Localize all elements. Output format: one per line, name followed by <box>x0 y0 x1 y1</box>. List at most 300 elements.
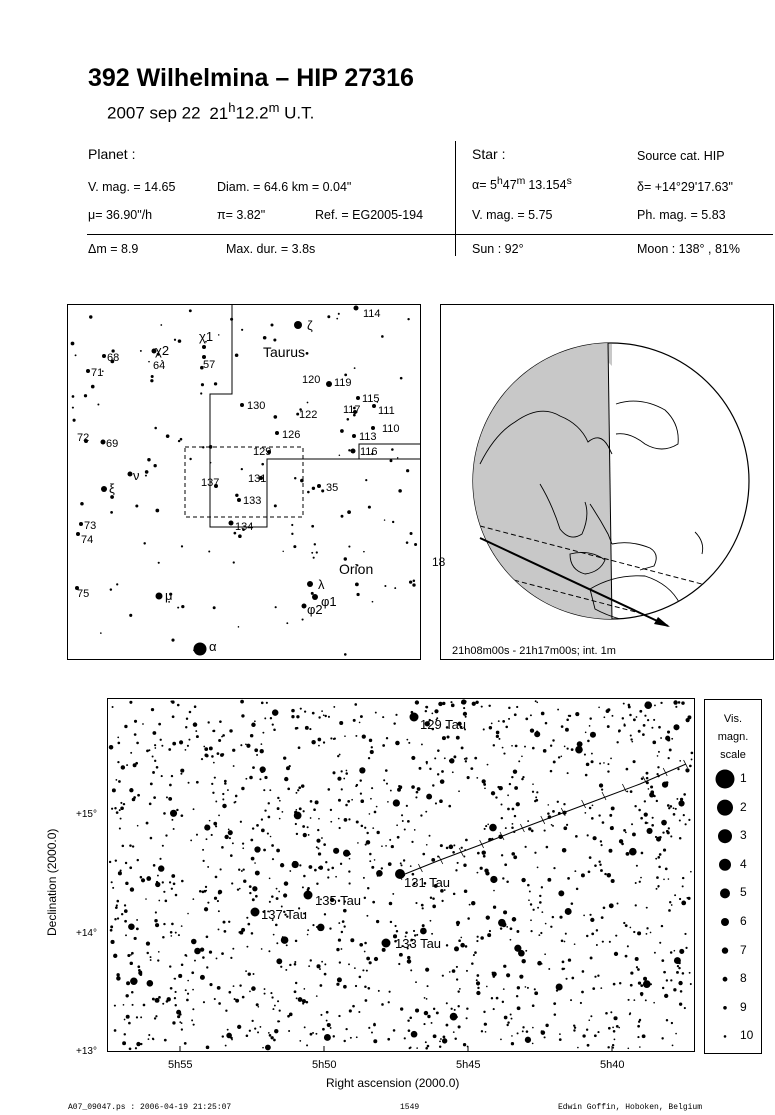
detail-star <box>668 827 670 829</box>
finder-star <box>129 614 132 617</box>
detail-star <box>633 718 636 721</box>
detail-star <box>232 842 234 844</box>
detail-star <box>193 722 198 727</box>
detail-star <box>419 767 422 770</box>
detail-star <box>256 754 258 756</box>
detail-star <box>326 1011 329 1014</box>
detail-star <box>511 852 515 856</box>
detail-star <box>222 1035 224 1037</box>
detail-star <box>251 857 255 861</box>
detail-star <box>487 764 489 766</box>
detail-star <box>411 785 415 789</box>
detail-star <box>221 952 224 955</box>
detail-star <box>129 844 132 847</box>
detail-star <box>673 807 675 809</box>
detail-star <box>502 747 504 749</box>
detail-star <box>427 985 429 987</box>
detail-star <box>632 833 636 837</box>
detail-star <box>609 814 612 817</box>
detail-star <box>209 983 212 986</box>
detail-star <box>447 736 450 739</box>
detail-star <box>327 869 329 871</box>
detail-star <box>524 746 526 748</box>
detail-star <box>232 749 235 752</box>
detail-star <box>671 738 673 740</box>
finder-star <box>384 585 386 587</box>
detail-star <box>189 711 192 714</box>
detail-star <box>679 898 681 900</box>
event-minute: 12.2 <box>235 103 269 123</box>
detail-star <box>264 988 266 990</box>
detail-star <box>683 814 685 816</box>
detail-star <box>196 834 198 836</box>
detail-star <box>364 827 366 829</box>
finder-star <box>241 468 243 470</box>
detail-star <box>369 739 372 742</box>
scale-dots-group <box>716 770 735 1038</box>
alpha-seconds: 13.154 <box>528 178 567 193</box>
detail-star <box>139 973 142 976</box>
detail-star <box>557 709 559 711</box>
detail-star <box>602 941 604 943</box>
detail-star <box>559 1033 561 1035</box>
detail-star <box>400 1007 403 1010</box>
detail-star <box>449 759 452 762</box>
detail-star <box>253 973 255 975</box>
detail-star <box>252 827 254 829</box>
detail-star <box>250 839 253 842</box>
detail-star <box>148 1038 150 1040</box>
detail-star <box>457 862 459 864</box>
detail-star <box>252 766 255 769</box>
detail-chart <box>40 696 700 1096</box>
detail-star <box>374 957 378 961</box>
detail-star <box>498 786 502 790</box>
detail-star <box>364 942 367 945</box>
detail-star <box>295 940 298 943</box>
detail-star <box>364 985 367 988</box>
detail-star <box>343 1040 345 1042</box>
detail-star <box>129 788 133 792</box>
detail-star <box>325 861 327 863</box>
detail-star <box>650 932 652 934</box>
detail-star <box>307 929 309 931</box>
detail-star <box>612 715 614 717</box>
detail-star <box>432 784 434 786</box>
detail-star <box>474 757 477 760</box>
detail-star <box>415 1008 419 1012</box>
detail-star <box>378 990 380 992</box>
detail-star <box>461 847 463 849</box>
detail-star <box>324 973 327 976</box>
detail-star <box>206 966 208 968</box>
detail-star <box>187 993 189 995</box>
detail-star <box>254 748 258 752</box>
detail-star <box>261 743 263 745</box>
detail-star <box>339 827 341 829</box>
detail-star <box>146 750 149 753</box>
detail-star <box>329 927 331 929</box>
finder-star <box>341 515 344 518</box>
detail-star <box>637 968 640 971</box>
detail-star <box>166 1000 169 1003</box>
detail-star <box>388 1001 390 1003</box>
detail-star <box>360 715 363 718</box>
detail-star <box>451 1008 453 1010</box>
detail-star <box>545 1024 548 1027</box>
scale-dot-9 <box>723 1006 727 1010</box>
detail-star <box>363 877 365 879</box>
detail-star <box>271 844 274 847</box>
detail-star <box>389 991 391 993</box>
detail-star <box>409 1016 412 1019</box>
detail-star <box>673 700 677 704</box>
detail-star <box>548 968 550 970</box>
detail-star <box>487 933 491 937</box>
finder-star <box>293 545 296 548</box>
detail-star <box>295 982 297 984</box>
detail-star <box>474 951 477 954</box>
scale-value-3: 3 <box>740 828 747 843</box>
finder-star <box>291 524 293 526</box>
detail-star <box>590 1015 592 1017</box>
detail-star <box>596 944 598 946</box>
detail-star <box>425 710 427 712</box>
detail-star <box>650 794 653 797</box>
detail-star <box>442 1038 447 1043</box>
detail-star <box>464 758 466 760</box>
detail-star <box>677 768 679 770</box>
detail-star <box>401 864 403 866</box>
detail-star <box>344 925 346 927</box>
detail-star <box>217 900 219 902</box>
detail-star <box>467 917 470 920</box>
detail-star <box>680 990 683 993</box>
detail-star <box>679 819 681 821</box>
detail-star <box>211 834 213 836</box>
detail-star <box>309 728 311 730</box>
detail-star <box>471 962 474 965</box>
detail-star <box>264 809 266 811</box>
finder-star-named <box>371 426 375 430</box>
detail-star <box>321 837 323 839</box>
detail-star <box>456 921 460 925</box>
detail-star <box>566 824 568 826</box>
detail-star <box>331 867 334 870</box>
detail-star <box>527 820 529 822</box>
detail-star <box>521 878 525 882</box>
detail-star <box>111 808 113 810</box>
label-chi2: χ2 <box>155 343 170 358</box>
detail-star <box>168 797 172 801</box>
detail-star <box>575 712 579 716</box>
detail-star <box>521 778 523 780</box>
label-nu: ν <box>133 468 140 483</box>
detail-star <box>209 820 211 822</box>
detail-star <box>237 1025 241 1029</box>
detail-star <box>273 728 276 731</box>
detail-star <box>552 825 554 827</box>
label-131-tau: 131 Tau <box>404 875 451 890</box>
detail-star <box>224 782 227 785</box>
detail-star <box>630 738 632 740</box>
detail-star <box>243 880 246 883</box>
detail-star <box>525 718 528 721</box>
detail-star <box>392 893 394 895</box>
path-tick <box>684 760 688 768</box>
detail-star <box>544 830 546 832</box>
detail-star <box>261 948 263 950</box>
detail-star <box>547 878 551 882</box>
detail-star <box>338 818 340 820</box>
detail-star <box>565 728 569 732</box>
finder-star <box>218 334 220 336</box>
label-zeta: ζ <box>307 318 313 333</box>
detail-star <box>476 979 478 981</box>
detail-star <box>637 1025 640 1028</box>
detail-star <box>143 1004 146 1007</box>
footer-file: A07_09047.ps : 2006-04-19 21:25:07 <box>68 1103 232 1112</box>
detail-star <box>200 975 205 980</box>
detail-star <box>571 977 574 980</box>
detail-star <box>116 976 120 980</box>
detail-star <box>477 872 479 874</box>
minute-unit: m <box>268 100 280 115</box>
detail-star <box>658 751 660 753</box>
detail-star <box>161 775 163 777</box>
finder-star <box>209 445 213 449</box>
alpha-label: α= <box>472 178 487 193</box>
detail-star <box>214 777 216 779</box>
scale-dot-6 <box>721 918 729 926</box>
detail-star <box>600 840 602 842</box>
detail-star <box>486 986 488 988</box>
detail-star <box>652 741 656 745</box>
detail-star <box>645 822 648 825</box>
detail-star <box>482 779 486 783</box>
detail-star <box>415 796 417 798</box>
detail-star <box>610 1011 612 1013</box>
detail-star <box>485 871 489 875</box>
detail-star <box>116 900 119 903</box>
detail-star <box>506 973 510 977</box>
detail-star <box>165 834 167 836</box>
finder-star <box>97 403 99 405</box>
detail-star <box>415 700 419 704</box>
detail-star <box>241 787 244 790</box>
detail-star <box>504 863 507 866</box>
detail-star <box>493 890 495 892</box>
detail-star <box>634 805 636 807</box>
detail-star <box>442 702 445 705</box>
detail-star <box>422 924 425 927</box>
detail-star <box>684 1007 686 1009</box>
detail-star <box>489 726 492 729</box>
finder-star <box>347 510 351 514</box>
detail-star <box>225 1010 227 1012</box>
detail-star <box>551 824 553 826</box>
finder-star <box>348 546 350 548</box>
detail-star <box>222 804 227 809</box>
detail-star <box>228 830 233 835</box>
label-chi1: χ1 <box>199 329 214 344</box>
detail-star <box>191 939 197 945</box>
detail-star <box>261 702 264 705</box>
finder-stars <box>71 306 417 656</box>
detail-star <box>125 882 128 885</box>
detail-star <box>681 901 686 906</box>
detail-star <box>568 910 572 914</box>
detail-star <box>381 867 383 869</box>
detail-star <box>629 1012 631 1014</box>
detail-star <box>200 947 204 951</box>
label-57: 57 <box>203 359 216 371</box>
detail-star <box>690 871 692 873</box>
scale-value-9: 9 <box>740 999 747 1014</box>
detail-star <box>127 954 130 957</box>
finder-star <box>274 504 277 507</box>
detail-star <box>446 1002 448 1004</box>
detail-star <box>322 1028 325 1031</box>
detail-star <box>332 771 335 774</box>
label-mu: μ <box>165 588 173 603</box>
detail-star <box>239 888 241 890</box>
detail-star <box>660 737 662 739</box>
detail-star <box>530 714 532 716</box>
detail-star <box>465 760 467 762</box>
label-114: 114 <box>363 308 381 320</box>
detail-star <box>512 808 515 811</box>
detail-star <box>532 791 534 793</box>
detail-star <box>427 1045 430 1048</box>
detail-star <box>181 1028 183 1030</box>
detail-star <box>294 811 297 814</box>
detail-star <box>171 819 173 821</box>
detail-star <box>431 858 435 862</box>
star-alpha <box>472 176 572 192</box>
path-tick <box>582 800 586 808</box>
planet-diam: Diam. = 64.6 km = 0.04" <box>217 180 352 194</box>
detail-star <box>410 969 412 971</box>
detail-star <box>530 919 532 921</box>
scale-title-1: Vis. <box>723 713 743 725</box>
detail-star <box>242 842 244 844</box>
detail-star <box>681 701 684 704</box>
detail-star <box>500 1039 502 1041</box>
detail-star <box>319 984 322 987</box>
detail-star <box>636 865 638 867</box>
scale-dot-7 <box>722 947 728 953</box>
detail-star <box>491 791 495 795</box>
detail-star <box>464 890 468 894</box>
detail-star <box>276 888 278 890</box>
detail-star <box>495 796 497 798</box>
detail-star <box>487 824 489 826</box>
finder-star <box>140 350 142 352</box>
detail-star <box>505 726 508 729</box>
detail-star <box>612 1026 614 1028</box>
detail-star <box>510 927 513 930</box>
finder-star <box>110 588 112 590</box>
detail-star <box>432 897 435 900</box>
detail-star <box>336 948 339 951</box>
detail-star <box>457 990 459 992</box>
detail-star <box>415 981 417 983</box>
detail-star <box>169 881 171 883</box>
detail-star <box>178 934 180 936</box>
detail-star <box>115 906 118 909</box>
detail-star <box>503 988 505 990</box>
detail-star <box>534 800 536 802</box>
detail-star <box>429 835 431 837</box>
finder-star <box>273 415 277 419</box>
detail-star <box>242 996 245 999</box>
finder-star <box>75 354 77 356</box>
scale-value-5: 5 <box>740 885 747 900</box>
detail-star <box>316 926 318 928</box>
detail-star <box>446 847 449 850</box>
detail-star <box>489 824 497 832</box>
detail-star <box>374 859 376 861</box>
finder-star <box>210 462 212 464</box>
detail-star <box>343 778 345 780</box>
detail-star <box>395 741 400 746</box>
detail-star <box>552 739 554 741</box>
detail-star <box>609 849 613 853</box>
detail-star <box>567 877 570 880</box>
detail-star <box>175 932 177 934</box>
detail-star <box>525 1037 531 1043</box>
finder-star <box>116 583 118 585</box>
detail-star <box>484 1023 487 1026</box>
detail-star <box>382 948 386 952</box>
detail-star <box>136 1042 140 1046</box>
detail-star <box>541 963 543 965</box>
detail-star <box>172 715 175 718</box>
detail-star <box>431 933 433 935</box>
detail-star <box>154 919 157 922</box>
detail-star <box>453 844 455 846</box>
detail-star <box>186 717 188 719</box>
detail-star <box>299 864 301 866</box>
detail-star <box>328 716 330 718</box>
detail-star <box>396 824 398 826</box>
detail-star <box>510 1014 512 1016</box>
detail-star <box>670 805 672 807</box>
detail-star <box>453 893 456 896</box>
label-75: 75 <box>77 588 90 600</box>
detail-star <box>285 969 287 971</box>
detail-star <box>534 852 536 854</box>
detail-star <box>651 824 654 827</box>
detail-star <box>588 1019 590 1021</box>
detail-star <box>666 979 668 981</box>
detail-star <box>372 901 375 904</box>
detail-star <box>251 932 253 934</box>
finder-star-named <box>326 381 332 387</box>
detail-star <box>594 864 597 867</box>
globe-label-18: 18 <box>432 555 446 569</box>
detail-star <box>339 961 341 963</box>
detail-star <box>254 862 256 864</box>
detail-star <box>457 1005 459 1007</box>
detail-star <box>191 971 194 974</box>
detail-star <box>511 745 513 747</box>
detail-star <box>590 956 593 959</box>
detail-star <box>117 917 119 919</box>
detail-star <box>631 823 633 825</box>
detail-star <box>309 865 313 869</box>
